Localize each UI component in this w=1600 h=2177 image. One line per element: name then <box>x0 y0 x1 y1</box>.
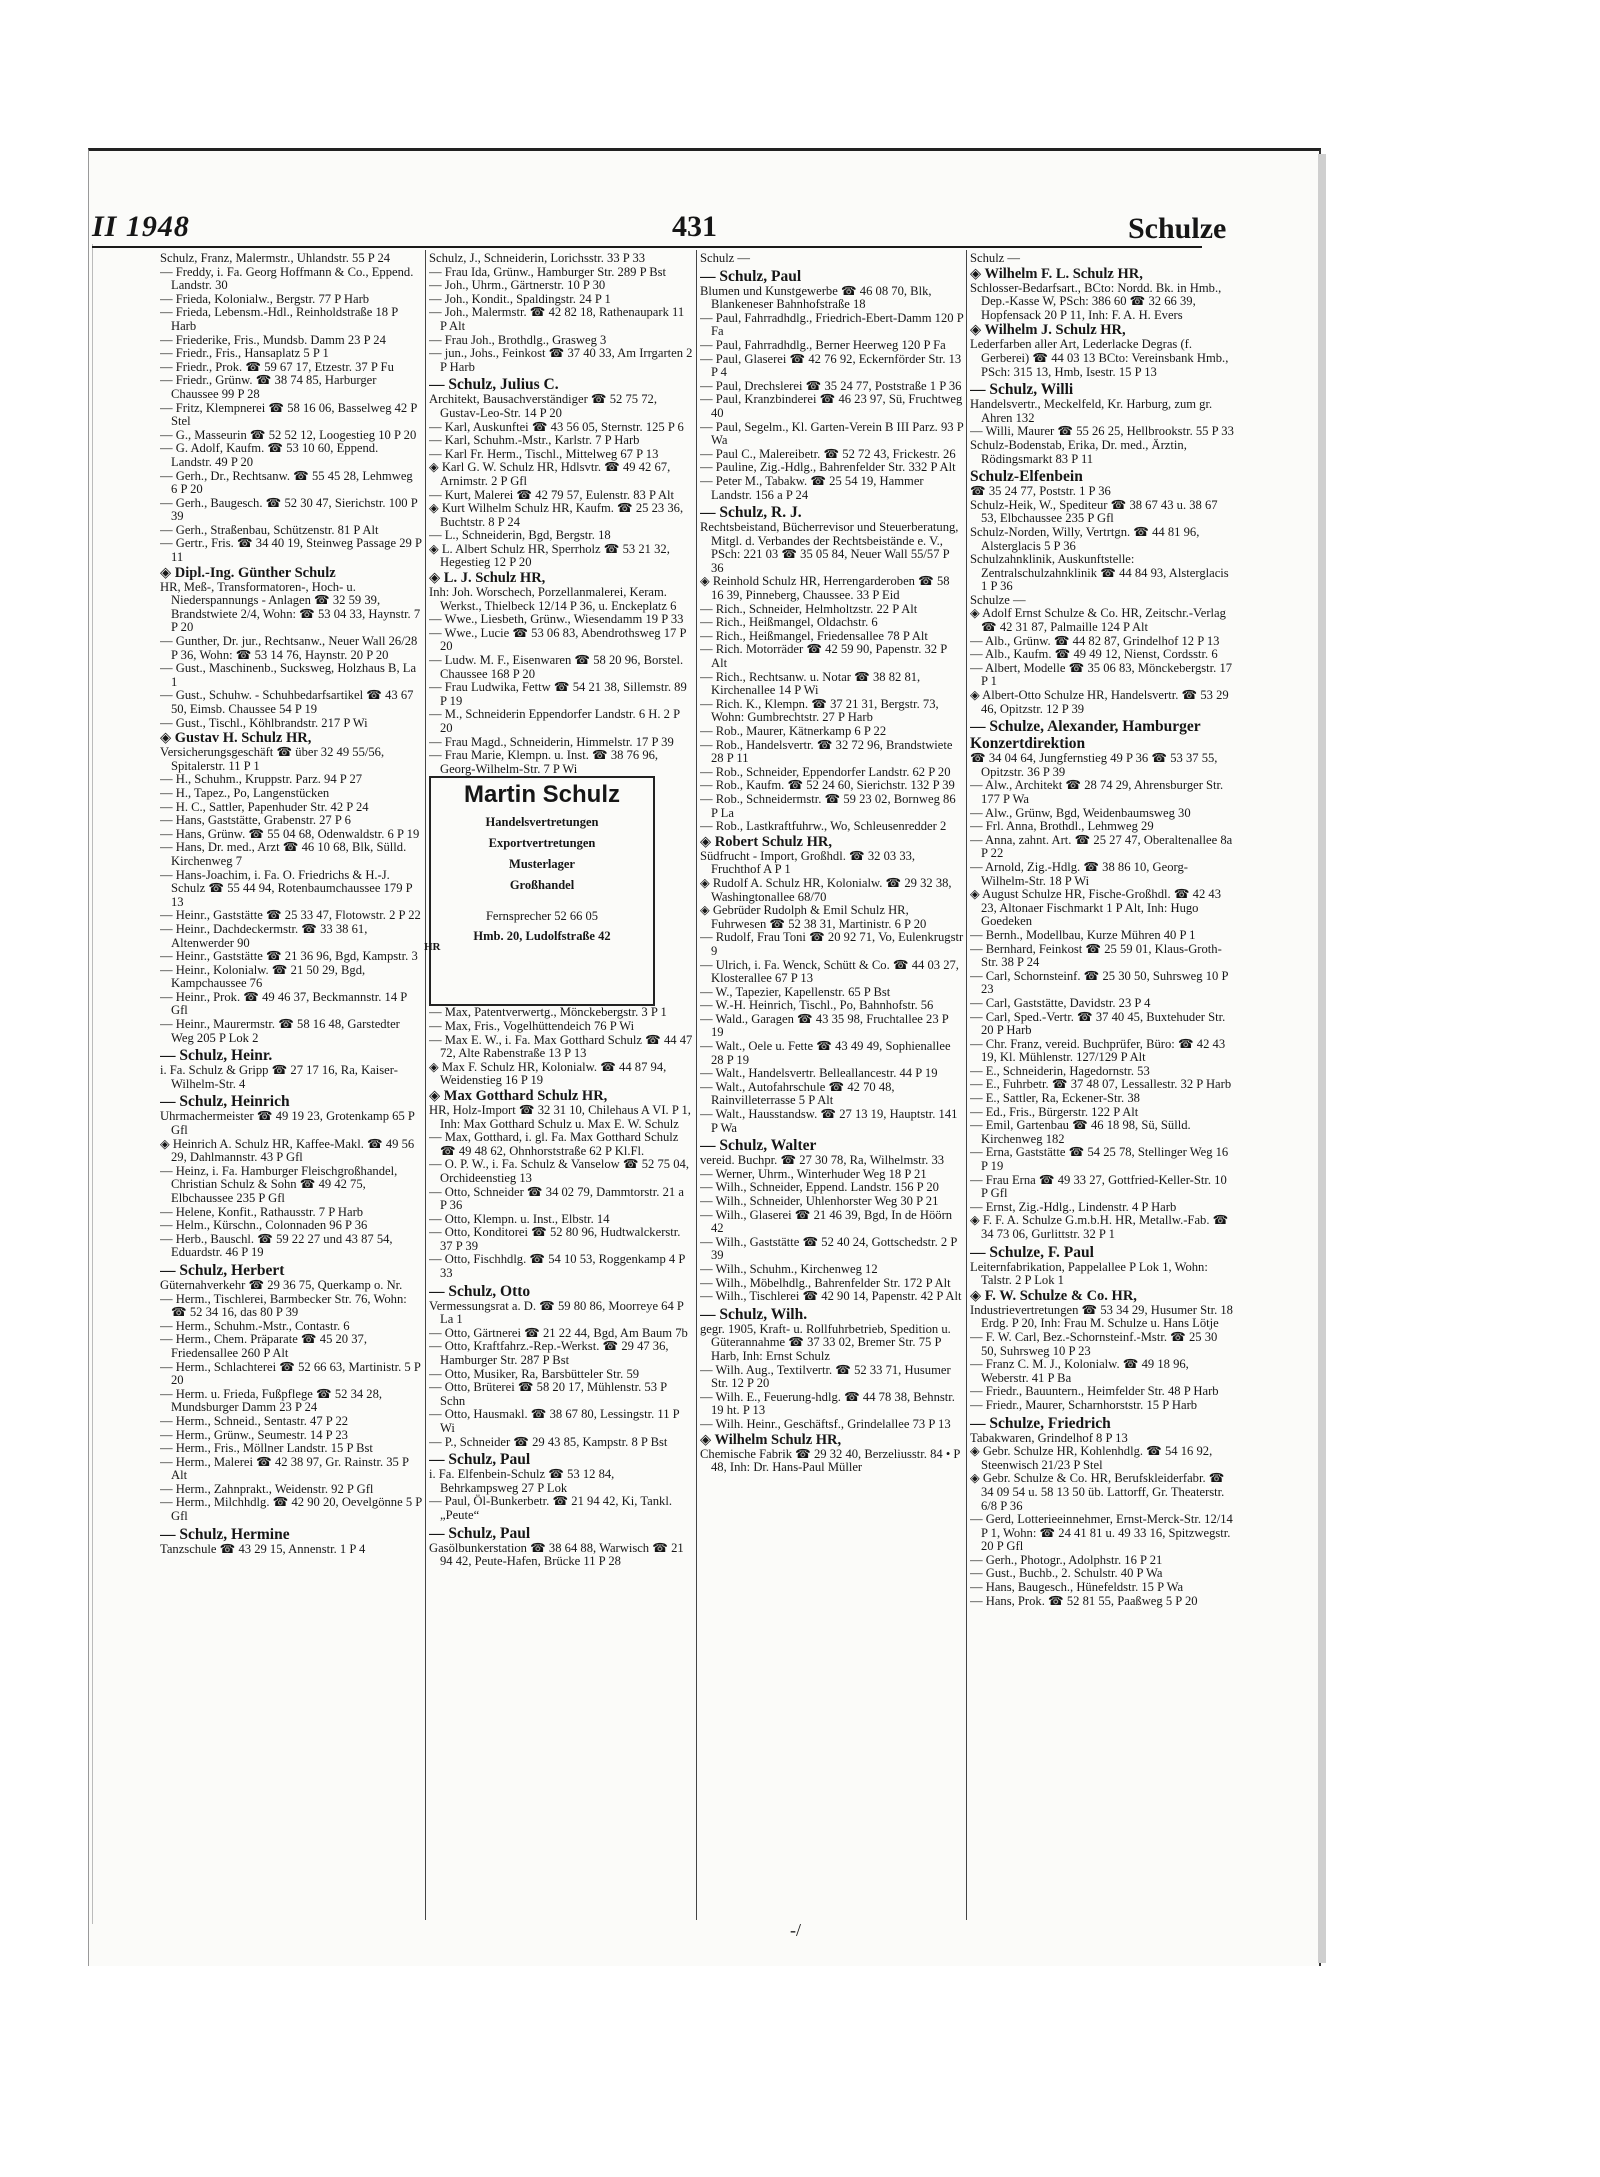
directory-entry: — Wwe., Lucie ☎ 53 06 83, Abendrothsweg 17 P 20 <box>429 625 687 654</box>
directory-entry: Schlosser-Bedarfsart., BCto: Nordd. Bk. in Hmb., Dep.-Kasse W, PSch: 386 60 ☎ 32 66 39, Hopfensack 20 P 11, Inh: F. A. H. Evers <box>970 280 1222 322</box>
directory-heading: — Schulz, Paul <box>429 1524 531 1542</box>
directory-entry: ☎ 35 24 77, Poststr. 1 P 36 <box>970 484 1111 499</box>
directory-heading: ◈ Max Gotthard Schulz HR, <box>429 1087 608 1104</box>
directory-entry: — Heinr., Maurermstr. ☎ 58 16 48, Garstedter Weg 205 P Lok 2 <box>160 1017 400 1045</box>
directory-entry: — Paul, Segelm., Kl. Garten-Verein B III Parz. 93 P Wa <box>700 419 964 448</box>
directory-entry: — Wilh., Schuhm., Kirchenweg 12 <box>700 1261 878 1276</box>
directory-entry: — W.-H. Heinrich, Tischl., Po, Bahnhofstr. 56 <box>700 998 934 1013</box>
directory-entry: Schulz-Heik, W., Spediteur ☎ 38 67 43 u. 38 67 53, Elbchaussee 235 P Gfl <box>970 497 1218 526</box>
directory-entry: ◈ Albert-Otto Schulze HR, Handelsvertr. ☎ 53 29 46, Opitzstr. 12 P 39 <box>970 688 1229 716</box>
directory-entry: Schulz, J., Schneiderin, Lorichsstr. 33 P 33 <box>429 252 646 265</box>
directory-entry: — W., Tapezier, Kapellenstr. 65 P Bst <box>700 984 891 999</box>
column-2 <box>429 252 693 1932</box>
directory-entry: — Rich. Motorräder ☎ 42 59 90, Papenstr. 32 P Alt <box>700 642 947 671</box>
directory-entry: Uhrmachermeister ☎ 49 19 23, Grotenkamp 65 P Gfl <box>160 1109 415 1138</box>
directory-heading: — Schulz, R. J. <box>700 504 802 522</box>
directory-entry: — Paul, Kranzbinderei ☎ 46 23 97, Sü, Fruchtweg 40 <box>700 392 963 420</box>
directory-entry: — Gerh., Baugesch. ☎ 52 30 47, Sierichstr. 100 P 39 <box>160 495 418 524</box>
directory-entry: — Chr. Franz, vereid. Buchprüfer, Büro: ☎ 42 43 19, Kl. Mühlenstr. 127/129 P Alt <box>970 1036 1226 1065</box>
directory-entry: ◈ Max F. Schulz HR, Kolonialw. ☎ 44 87 94, Weidenstieg 16 P 19 <box>429 1059 667 1088</box>
directory-entry: — Herm., Schuhm.-Mstr., Contastr. 6 <box>160 1318 350 1333</box>
directory-entry: Schulz, Franz, Malermstr., Uhlandstr. 55 P 24 <box>160 252 391 265</box>
directory-entry: — Gust., Buchb., 2. Schulstr. 40 P Wa <box>970 1566 1163 1581</box>
directory-entry: — Max, Gotthard, i. gl. Fa. Max Gotthard Schulz ☎ 49 48 62, Ohnhorststraße 62 P Kl.Fl. <box>429 1130 679 1158</box>
directory-entry: — Helm., Kürschn., Colonnaden 96 P 36 <box>160 1218 368 1233</box>
directory-entry: — Otto, Musiker, Ra, Barsbütteler Str. 59 <box>429 1366 640 1381</box>
directory-entry: — Ludw. M. F., Eisenwaren ☎ 58 20 96, Borstel. Chaussee 168 P 20 <box>429 653 684 681</box>
directory-heading: ◈ F. W. Schulze & Co. HR, <box>970 1287 1137 1304</box>
directory-heading: ◈ Dipl.-Ing. Günther Schulz <box>160 564 336 581</box>
directory-entry: — G., Masseurin ☎ 52 52 12, Loogestieg 10 P 20 <box>160 427 417 442</box>
directory-entry: — Frau Ida, Grünw., Hamburger Str. 289 P Bst <box>429 264 667 279</box>
directory-entry: — Alw., Grünw, Bgd, Weidenbaumsweg 30 <box>970 805 1191 820</box>
directory-heading: — Schulz, Walter <box>700 1137 817 1155</box>
directory-entry: — Franz C. M. J., Kolonialw. ☎ 49 18 96, Weberstr. 41 P Ba <box>970 1357 1189 1385</box>
directory-heading: ◈ Robert Schulz HR, <box>700 833 832 850</box>
directory-heading: — Schulz, Julius C. <box>429 376 559 394</box>
directory-entry: — Karl Fr. Herm., Tischl., Mittelweg 67 P 13 <box>429 446 659 461</box>
directory-entry: — Alb., Kaufm. ☎ 49 49 12, Nienst, Cordsstr. 6 <box>970 647 1218 662</box>
directory-entry: — Frieda, Lebensm.-Hdl., Reinholdstraße 18 P Harb <box>160 305 398 333</box>
directory-entry: Handelsvertr., Meckelfeld, Kr. Harburg, zum gr. Ahren 132 <box>970 397 1213 425</box>
directory-entry: — Albert, Modelle ☎ 35 06 83, Mönckebergstr. 17 P 1 <box>970 660 1233 689</box>
directory-entry: — Friedr., Fris., Hansaplatz 5 P 1 <box>160 346 329 361</box>
page-edge-shadow <box>1318 154 1326 1963</box>
directory-heading: ◈ Wilhelm J. Schulz HR, <box>970 322 1126 339</box>
directory-entry: HR, Meß-, Transformatoren-, Hoch- u. Niederspannungs - Anlagen ☎ 32 59 39, Brandstwiete 2/4, Wohn: ☎ 53 04 33, Haynstr. 7 P 20 <box>160 579 421 635</box>
directory-entry: — Freddy, i. Fa. Georg Hoffmann & Co., Eppend. Landstr. 30 <box>160 264 414 293</box>
directory-entry: — Pauline, Zig.-Hdlg., Bahrenfelder Str. 332 P Alt <box>700 460 956 475</box>
directory-entry: — Gerh., Straßenbau, Schützenstr. 81 P Alt <box>160 522 379 537</box>
directory-entry: — Heinr., Gaststätte ☎ 21 36 96, Bgd, Kampstr. 3 <box>160 949 418 964</box>
directory-entry: — Hans, Prok. ☎ 52 81 55, Paaßweg 5 P 20 <box>970 1593 1198 1608</box>
directory-entry: Architekt, Bausachverständiger ☎ 52 75 72, Gustav-Leo-Str. 14 P 20 <box>429 392 657 420</box>
directory-entry: — Herm., Malerei ☎ 42 38 97, Gr. Rainstr. 35 P Alt <box>160 1454 409 1483</box>
directory-heading: Schulz-Elfenbein <box>970 468 1083 486</box>
directory-entry: HR, Holz-Import ☎ 32 31 10, Chilehaus A VI. P 1, Inh: Max Gotthard Schulz u. Max E. W. Schulz <box>429 1102 691 1131</box>
directory-entry: — Gust., Tischl., Köhlbrandstr. 217 P Wi <box>160 715 368 730</box>
directory-entry: — M., Schneiderin Eppendorfer Landstr. 6 H. 2 P 20 <box>429 707 680 735</box>
directory-entry: — Alw., Architekt ☎ 28 74 29, Ahrensburger Str. 177 P Wa <box>970 778 1224 806</box>
directory-entry: — Joh., Malermstr. ☎ 42 82 18, Rathenaupark 11 P Alt <box>429 305 685 333</box>
directory-entry: — Gertr., Fris. ☎ 34 40 19, Steinweg Passage 29 P 11 <box>160 536 422 565</box>
directory-entry: Gasölbunkerstation ☎ 38 64 88, Warwisch ☎ 21 94 42, Peute-Hafen, Brücke 11 P 28 <box>429 1540 684 1569</box>
directory-entry: gegr. 1905, Kraft- u. Rollfuhrbetrieb, Spedition u. Güterannahme ☎ 37 33 02, Bremer Str. 75 P Harb, Inh: Ernst Schulz <box>700 1321 951 1363</box>
directory-entry: — Anna, zahnt. Art. ☎ 25 27 47, Oberaltenallee 8a P 22 <box>970 832 1233 861</box>
directory-entry: — E., Schneiderin, Hagedornstr. 53 <box>970 1063 1150 1078</box>
directory-entry: — Rob., Maurer, Kätnerkamp 6 P 22 <box>700 724 887 738</box>
column-1 <box>160 252 422 1932</box>
directory-entry: — Frieda, Kolonialw., Bergstr. 77 P Harb <box>160 291 370 306</box>
directory-entry: — Fritz, Klempnerei ☎ 58 16 06, Basselweg 42 P Stel <box>160 400 417 429</box>
directory-entry: — Wwe., Liesbeth, Grünw., Wiesendamm 19 P 33 <box>429 612 684 627</box>
directory-entry: — Otto, Fischhdlg. ☎ 54 10 53, Roggenkamp 4 P 33 <box>429 1252 685 1281</box>
column-3 <box>700 252 964 1932</box>
directory-entry: — Gerh., Dr., Rechtsanw. ☎ 55 45 28, Lehmweg 6 P 20 <box>160 468 413 497</box>
directory-entry: — Werner, Uhrm., Winterhuder Weg 18 P 21 <box>700 1166 927 1181</box>
directory-entry: ◈ Kurt Wilhelm Schulz HR, Kaufm. ☎ 25 23 36, Buchtstr. 8 P 24 <box>429 501 684 529</box>
directory-entry: — Herm., Schlachterei ☎ 52 66 63, Martinistr. 5 P 20 <box>160 1359 421 1388</box>
directory-entry: — E., Sattler, Ra, Eckener-Str. 38 <box>970 1091 1140 1106</box>
directory-entry: — Herm., Tischlerei, Barmbecker Str. 76, Wohn: ☎ 52 34 16, das 80 P 39 <box>160 1291 407 1320</box>
directory-entry: — Rob., Handelsvertr. ☎ 32 72 96, Brandstwiete 28 P 11 <box>700 737 953 766</box>
directory-entry: — Rich., Schneider, Helmholtzstr. 22 P Alt <box>700 601 918 616</box>
directory-entry: — Herm., Chem. Präparate ☎ 45 20 37, Friedensallee 260 P Alt <box>160 1332 367 1360</box>
directory-entry: — F. W. Carl, Bez.-Schornsteinf.-Mstr. ☎ 25 30 50, Suhrsweg 10 P 23 <box>970 1329 1218 1358</box>
header-rule <box>92 246 1202 248</box>
directory-entry: Schulz — <box>700 252 751 265</box>
directory-entry: vereid. Buchpr. ☎ 27 30 78, Ra, Wilhelmstr. 33 <box>700 1153 945 1168</box>
ad-phone: Fernsprecher 52 66 05 <box>485 908 599 923</box>
directory-entry: — H. C., Sattler, Papenhuder Str. 42 P 24 <box>160 799 369 814</box>
directory-entry: Schulz-Norden, Willy, Vertrtgn. ☎ 44 81 96, Alsterglacis 5 P 36 <box>970 524 1200 553</box>
directory-entry: — Wald., Garagen ☎ 43 35 98, Fruchtallee 23 P 19 <box>700 1011 949 1040</box>
directory-entry: ◈ Gebr. Schulze & Co. HR, Berufskleiderfabr. ☎ 34 09 54 u. 58 13 50 üb. Lattorff, Gr. Theaterstr. 6/8 P 36 <box>970 1471 1225 1513</box>
directory-entry: — Carl, Schornsteinf. ☎ 25 30 50, Suhrsweg 10 P 23 <box>970 968 1228 997</box>
directory-entry: — Willi, Maurer ☎ 55 26 25, Hellbrookstr. 55 P 33 <box>970 424 1234 439</box>
directory-entry: — Karl, Schuhm.-Mstr., Karlstr. 7 P Harb <box>429 433 640 448</box>
directory-entry: Güternahverkehr ☎ 29 36 75, Querkamp o. Nr. <box>160 1277 403 1292</box>
directory-entry: — Gust., Schuhw. - Schuhbedarfsartikel ☎ 43 67 50, Eimsb. Chaussee 54 P 19 <box>160 688 414 716</box>
directory-entry: — Frl. Anna, Brothdl., Lehmweg 29 <box>970 819 1154 834</box>
directory-entry: — Bernhard, Feinkost ☎ 25 59 01, Klaus-Groth-Str. 38 P 24 <box>970 941 1222 970</box>
directory-heading: ◈ Wilhelm Schulz HR, <box>700 1431 842 1448</box>
header-keyword: Schulze <box>1128 212 1227 245</box>
column-divider <box>696 250 697 1920</box>
scan-margin <box>0 0 1600 138</box>
directory-entry: — Paul, Öl-Bunkerbetr. ☎ 21 94 42, Ki, Tankl. „Peute“ <box>429 1494 672 1522</box>
directory-entry: — Rudolf, Frau Toni ☎ 20 92 71, Vo, Eulenkrugstr 9 <box>700 930 964 958</box>
directory-entry: Chemische Fabrik ☎ 29 32 40, Berzeliusstr. 84 • P 48, Inh: Dr. Hans-Paul Müller <box>700 1446 960 1475</box>
directory-entry: ◈ Adolf Ernst Schulze & Co. HR, Zeitschr.-Verlag ☎ 42 31 87, Palmaille 124 P Alt <box>970 606 1226 635</box>
directory-heading: — Schulze, Alexander, Hamburger Konzertdirektion <box>970 718 1201 753</box>
directory-entry: — Walt., Autofahrschule ☎ 42 70 48, Rainvilleterrasse 5 P Alt <box>700 1079 895 1108</box>
directory-heading: ◈ L. J. Schulz HR, <box>429 570 546 587</box>
directory-entry: — Wilh. E., Feuerung-hdlg. ☎ 44 78 38, Behnstr. 19 ht. P 13 <box>700 1389 955 1418</box>
directory-entry: i. Fa. Elfenbein-Schulz ☎ 53 12 84, Behrkampsweg 27 P Lok <box>429 1467 615 1495</box>
directory-entry: — Karl, Auskunftei ☎ 43 56 05, Sternstr. 125 P 6 <box>429 419 684 434</box>
ad-line: Musterlager <box>509 856 575 871</box>
directory-entry: — O. P. W., i. Fa. Schulz & Vanselow ☎ 52 75 04, Orchideenstieg 13 <box>429 1157 689 1185</box>
directory-entry: — Rob., Schneidermstr. ☎ 59 23 02, Bornweg 86 P La <box>700 791 956 820</box>
directory-entry: — Rob., Schneider, Eppendorfer Landstr. 62 P 20 <box>700 764 951 779</box>
directory-entry: — Gunther, Dr. jur., Rechtsanw., Neuer Wall 26/28 P 36, Wohn: ☎ 53 14 76, Haynstr. 20 P 20 <box>160 634 418 662</box>
directory-entry: — Wilh., Tischlerei ☎ 42 90 14, Papenstr. 42 P Alt <box>700 1289 962 1304</box>
directory-entry: — Paul, Drechslerei ☎ 35 24 77, Poststraße 1 P 36 <box>700 378 962 393</box>
directory-entry: — Rich., Heißmangel, Oldachstr. 6 <box>700 615 878 630</box>
directory-entry: ◈ Heinrich A. Schulz HR, Kaffee-Makl. ☎ 49 56 29, Dahlmannstr. 43 P Gfl <box>160 1136 415 1165</box>
directory-entry: — Wilh., Schneider, Eppend. Landstr. 156 P 20 <box>700 1180 939 1195</box>
column-2-top <box>429 252 693 776</box>
directory-entry: — Hans, Dr. med., Arzt ☎ 46 10 68, Blk, Sülld. Kirchenweg 7 <box>160 840 407 868</box>
directory-entry: Rechtsbeistand, Bücherrevisor und Steuerberatung, Mitgl. d. Verbandes der Rechtsbeistände e. V., PSch: 221 03 ☎ 35 05 84, Neuer Wall 55/57 P 36 <box>700 520 959 575</box>
page-left-edge <box>92 244 93 1924</box>
directory-entry: — Herm., Grünw., Seumestr. 14 P 23 <box>160 1427 348 1442</box>
directory-heading: ◈ Wilhelm F. L. Schulz HR, <box>970 265 1143 282</box>
directory-heading: — Schulz, Paul <box>700 267 802 285</box>
directory-entry: Inh: Joh. Worschech, Porzellanmalerei, Keram. Werkst., Thielbeck 12/14 P 36, u. Enckeplatz 6 <box>429 585 677 613</box>
directory-entry: — Frau Joh., Brothdlg., Grasweg 3 <box>429 332 607 347</box>
column-divider <box>425 250 426 1920</box>
directory-entry: — Wilh., Schneider, Uhlenhorster Weg 30 P 21 <box>700 1194 939 1208</box>
directory-heading: — Schulz, Heinrich <box>160 1093 290 1111</box>
directory-entry: — Walt., Hausstandsw. ☎ 27 13 19, Hauptstr. 141 P Wa <box>700 1107 958 1135</box>
page-number: 431 <box>672 210 717 243</box>
directory-entry: — Wilh., Glaserei ☎ 21 46 39, Bgd, In de Höörn 42 <box>700 1207 953 1236</box>
directory-heading: — Schulze, F. Paul <box>970 1243 1094 1261</box>
directory-entry: — Otto, Brüterei ☎ 58 20 17, Mühlenstr. 53 P Schn <box>429 1380 667 1408</box>
directory-entry: — Joh., Kondit., Spaldingstr. 24 P 1 <box>429 291 611 306</box>
header-year: II 1948 <box>92 210 190 243</box>
directory-entry: — Friedr., Prok. ☎ 59 67 17, Etzestr. 37 P Fu <box>160 359 394 374</box>
directory-entry: Schulze — <box>970 592 1026 607</box>
directory-entry: — Herm., Schneid., Sentastr. 47 P 22 <box>160 1413 349 1428</box>
directory-entry: ◈ Gebrüder Rudolph & Emil Schulz HR, Fuhrwesen ☎ 52 38 31, Martinistr. 6 P 20 <box>700 903 927 931</box>
directory-entry: Industrievertretungen ☎ 53 34 29, Husumer Str. 18 Erdg. P 20, Inh: Frau M. Schulze u. Hans Lötje <box>970 1302 1233 1331</box>
directory-entry: — Otto, Konditorei ☎ 52 80 96, Hudtwalckerstr. 37 P 39 <box>429 1225 681 1253</box>
directory-entry: — Walt., Handelsvertr. Belleallancestr. 44 P 19 <box>700 1066 938 1081</box>
directory-entry: — Paul, Glaserei ☎ 42 76 92, Eckernförder Str. 13 P 4 <box>700 351 962 380</box>
directory-entry: — H., Schuhm., Kruppstr. Parz. 94 P 27 <box>160 772 363 787</box>
directory-entry: — Otto, Hausmakl. ☎ 38 67 80, Lessingstr. 11 P Wi <box>429 1407 680 1435</box>
directory-entry: — Peter M., Tabakw. ☎ 25 54 19, Hammer Landstr. 156 a P 24 <box>700 473 924 502</box>
directory-entry: — Gerh., Photogr., Adolphstr. 16 P 21 <box>970 1552 1163 1567</box>
hr-margin-mark: HR <box>424 941 441 953</box>
directory-entry: — Frau Magd., Schneiderin, Himmelstr. 17 P 39 <box>429 734 674 749</box>
directory-heading: — Schulz, Hermine <box>160 1525 290 1543</box>
directory-entry: — Carl, Gaststätte, Davidstr. 23 P 4 <box>970 995 1151 1010</box>
directory-entry: — Gust., Maschinenb., Sucksweg, Holzhaus B, La 1 <box>160 661 417 689</box>
directory-entry: — Ed., Fris., Bürgerstr. 122 P Alt <box>970 1104 1139 1119</box>
directory-heading: ◈ Gustav H. Schulz HR, <box>160 730 312 747</box>
directory-entry: — Paul, Fahrradhdlg., Friedrich-Ebert-Damm 120 P Fa <box>700 310 964 339</box>
ad-address: Hmb. 20, Ludolfstraße 42 <box>473 928 611 943</box>
directory-entry: — Friedr., Grünw. ☎ 38 74 85, Harburger Chaussee 99 P 28 <box>160 373 377 401</box>
directory-entry: Südfrucht - Import, Großhdl. ☎ 32 03 33, Fruchthof A P 1 <box>700 848 916 877</box>
directory-entry: — Friedr., Bauuntern., Heimfelder Str. 48 P Harb <box>970 1384 1219 1399</box>
directory-entry: — Walt., Oele u. Fette ☎ 43 49 49, Sophienallee 28 P 19 <box>700 1039 951 1067</box>
directory-entry: — Max, Patentverwertg., Mönckebergstr. 3 P 1 <box>429 1005 667 1020</box>
directory-entry: — Heinr., Kolonialw. ☎ 21 50 29, Bgd, Kampchaussee 76 <box>160 962 366 991</box>
advertisement-box <box>429 776 655 1006</box>
directory-heading: — Schulz, Otto <box>429 1282 531 1300</box>
directory-entry: — Carl, Sped.-Vertr. ☎ 37 40 45, Buxtehuder Str. 20 P Harb <box>970 1009 1226 1038</box>
directory-entry: — Frau Erna ☎ 49 33 27, Gottfried-Keller-Str. 10 P Gfl <box>970 1172 1227 1201</box>
directory-entry: — Heinr., Dachdeckermstr. ☎ 33 38 61, Altenwerder 90 <box>160 921 368 950</box>
directory-entry: — Otto, Gärtnerei ☎ 21 22 44, Bgd, Am Baum 7b <box>429 1325 688 1340</box>
column-divider <box>966 250 967 1920</box>
directory-entry: — Wilh., Gaststätte ☎ 52 40 24, Gottschedstr. 2 P 39 <box>700 1234 957 1263</box>
directory-entry: — Herm. u. Frieda, Fußpflege ☎ 52 34 28, Mundsburger Damm 23 P 24 <box>160 1386 383 1415</box>
directory-entry: — Rob., Kaufm. ☎ 52 24 60, Sierichstr. 132 P 39 <box>700 778 955 793</box>
directory-entry: — Erna, Gaststätte ☎ 54 25 78, Stellinger Weg 16 P 19 <box>970 1145 1229 1174</box>
directory-entry: Versicherungsgeschäft ☎ über 32 49 55/56, Spitalerstr. 11 P 1 <box>160 745 385 773</box>
directory-entry: — Friedr., Maurer, Scharnhorststr. 15 P Harb <box>970 1397 1198 1412</box>
ad-line: Exportvertretungen <box>488 835 596 850</box>
directory-entry: ◈ F. F. A. Schulze G.m.b.H. HR, Metallw.-Fab. ☎ 34 73 06, Gurlittstr. 32 P 1 <box>970 1213 1229 1241</box>
directory-entry: Schulz — <box>970 252 1021 265</box>
directory-entry: — Paul, Fahrradhdlg., Berner Heerweg 120 P Fa <box>700 337 946 352</box>
directory-entry: — Ernst, Zig.-Hdlg., Lindenstr. 4 P Harb <box>970 1199 1177 1214</box>
directory-entry: ◈ Reinhold Schulz HR, Herrengarderoben ☎ 58 16 39, Pinneberg, Chaussee. 33 P Eid <box>700 574 950 603</box>
directory-entry: — P., Schneider ☎ 29 43 85, Kampstr. 8 P Bst <box>429 1434 668 1449</box>
directory-entry: Tanzschule ☎ 43 29 15, Annenstr. 1 P 4 <box>160 1541 366 1556</box>
directory-entry: — G. Adolf, Kaufm. ☎ 53 10 60, Eppend. Landstr. 49 P 20 <box>160 441 379 469</box>
directory-entry: — Frau Ludwika, Fettw ☎ 54 21 38, Sillemstr. 89 P 19 <box>429 680 687 708</box>
directory-entry: ◈ Karl G. W. Schulz HR, Hdlsvtr. ☎ 49 42 67, Arnimstr. 2 P Gfl <box>429 460 671 488</box>
directory-entry: — Hans, Grünw. ☎ 55 04 68, Odenwaldstr. 6 P 19 <box>160 826 420 841</box>
directory-entry: — Hans, Baugesch., Hünefeldstr. 15 P Wa <box>970 1580 1184 1595</box>
directory-entry: — Otto, Schneider ☎ 34 02 79, Dammtorstr. 21 a P 36 <box>429 1184 684 1213</box>
directory-entry: — Emil, Gartenbau ☎ 46 18 98, Sü, Sülld. Kirchenweg 182 <box>970 1118 1191 1146</box>
directory-entry: — Rob., Lastkraftfuhrw., Wo, Schleusenredder 2 <box>700 819 947 834</box>
bottom-mark: -/ <box>790 1920 801 1940</box>
directory-entry: — Frau Marie, Klempn. u. Inst. ☎ 38 76 96, Georg-Wilhelm-Str. 7 P Wi <box>429 748 659 776</box>
directory-entry: — Heinz, i. Fa. Hamburger Fleischgroßhandel, Christian Schulz & Sohn ☎ 49 42 75, Elbchaussee 235 P Gfl <box>160 1163 398 1205</box>
directory-entry: — Heinr., Gaststätte ☎ 25 33 47, Flotowstr. 2 P 22 <box>160 908 421 923</box>
directory-entry: Lederfarben aller Art, Lederlacke Degras (f. Gerberei) ☎ 44 03 13 BCto: Vereinsbank Hmb., PSch: 315 13, Hmb, Isestr. 15 P 13 <box>970 337 1229 379</box>
directory-entry: — Otto, Kraftfahrz.-Rep.-Werkst. ☎ 29 47 36, Hamburger Str. 287 P Bst <box>429 1339 669 1368</box>
directory-entry: — Friederike, Fris., Mundsb. Damm 23 P 24 <box>160 332 386 347</box>
directory-entry: — Paul C., Malereibetr. ☎ 52 72 43, Frickestr. 26 <box>700 446 956 461</box>
column-2-bottom <box>429 1006 693 1568</box>
directory-entry: Blumen und Kunstgewerbe ☎ 46 08 70, Blk, Blankeneser Bahnhofstraße 18 <box>700 283 932 312</box>
directory-entry: — Herb., Bauschl. ☎ 59 22 27 und 43 87 54, Eduardstr. 46 P 19 <box>160 1231 393 1260</box>
directory-entry: — Joh., Uhrm., Gärtnerstr. 10 P 30 <box>429 278 606 293</box>
directory-entry: — Herm., Milchhdlg. ☎ 42 90 20, Oevelgönne 5 P Gfl <box>160 1495 422 1524</box>
directory-entry: — Rich., Rechtsanw. u. Notar ☎ 38 82 81, Kirchenallee 14 P Wi <box>700 669 921 698</box>
directory-entry: — Wilh. Heinr., Geschäftsf., Grindelallee 73 P 13 <box>700 1416 951 1431</box>
directory-entry: Vermessungsrat a. D. ☎ 59 80 86, Moorreye 64 P La 1 <box>429 1298 684 1327</box>
directory-entry: — Alb., Grünw. ☎ 44 82 87, Grindelhof 12 P 13 <box>970 633 1220 648</box>
directory-entry: Schulzahnklinik, Auskunftstelle: Zentralschulzahnklinik ☎ 44 84 93, Alsterglacis 1 P 36 <box>970 552 1229 594</box>
directory-entry: ◈ August Schulze HR, Fische-Großhdl. ☎ 42 43 23, Altonaer Fischmarkt 1 P Alt, Inh: Hugo Goedeken <box>970 887 1221 929</box>
ad-line: Großhandel <box>509 877 575 892</box>
column-4 <box>970 252 1234 1932</box>
directory-entry: — Wilh., Möbelhdlg., Bahrenfelder Str. 172 P Alt <box>700 1275 951 1290</box>
directory-entry: Schulz-Bodenstab, Erika, Dr. med., Ärztin, Rödingsmarkt 83 P 11 <box>970 437 1187 466</box>
directory-heading: — Schulz, Paul <box>429 1451 531 1469</box>
directory-entry: — Gerd, Lotterieeinnehmer, Ernst-Merck-Str. 12/14 P 1, Wohn: ☎ 24 41 81 u. 49 33 16, Spitzwegstr. 20 P Gfl <box>970 1512 1233 1554</box>
directory-entry: — Herm., Fris., Möllner Landstr. 15 P Bst <box>160 1441 373 1456</box>
directory-entry: — E., Fuhrbetr. ☎ 37 48 07, Lessallestr. 32 P Harb <box>970 1077 1232 1092</box>
directory-entry: — Wilh. Aug., Textilvertr. ☎ 52 33 71, Husumer Str. 12 P 20 <box>700 1362 951 1391</box>
directory-entry: — Otto, Klempn. u. Inst., Elbstr. 14 <box>429 1211 610 1226</box>
directory-heading: — Schulz, Heinr. <box>160 1047 273 1065</box>
directory-heading: — Schulze, Friedrich <box>970 1414 1111 1432</box>
ad-line: Handelsvertretungen <box>485 814 599 829</box>
ad-title: Martin Schulz <box>463 781 620 809</box>
directory-entry: — Rich., Heißmangel, Friedensallee 78 P Alt <box>700 628 928 643</box>
directory-entry: — Heinr., Prok. ☎ 49 46 37, Beckmannstr. 14 P Gfl <box>160 989 407 1018</box>
directory-heading: — Schulz, Herbert <box>160 1261 285 1279</box>
directory-entry: ◈ Rudolf A. Schulz HR, Kolonialw. ☎ 29 32 38, Washingtonallee 68/70 <box>700 875 952 904</box>
directory-entry: ◈ L. Albert Schulz HR, Sperrholz ☎ 53 21 32, Hegestieg 12 P 20 <box>429 541 670 570</box>
directory-entry: — H., Tapez., Po, Langenstücken <box>160 785 330 800</box>
directory-entry: — Bernh., Modellbau, Kurze Mühren 40 P 1 <box>970 927 1196 942</box>
directory-heading: — Schulz, Willi <box>970 381 1074 399</box>
directory-entry: — Hans-Joachim, i. Fa. O. Friedrichs & H.-J. Schulz ☎ 55 44 94, Rotenbaumchaussee 179 P 13 <box>160 867 413 909</box>
directory-entry: Tabakwaren, Grindelhof 8 P 13 <box>970 1430 1128 1445</box>
directory-heading: — Schulz, Wilh. <box>700 1305 808 1323</box>
directory-entry: — Max E. W., i. Fa. Max Gotthard Schulz ☎ 44 47 72, Alte Rabenstraße 13 P 13 <box>429 1032 693 1061</box>
directory-entry: — Herm., Zahnprakt., Weidenstr. 92 P Gfl <box>160 1481 374 1496</box>
directory-entry: — Rich. K., Klempn. ☎ 37 21 31, Bergstr. 73, Wohn: Gumbrechtstr. 27 P Harb <box>700 696 939 725</box>
directory-entry: — Ulrich, i. Fa. Wenck, Schütt & Co. ☎ 44 03 27, Klosterallee 67 P 13 <box>700 957 959 986</box>
directory-entry: — L., Schneiderin, Bgd, Bergstr. 18 <box>429 528 611 543</box>
directory-entry: ◈ Gebr. Schulze HR, Kohlenhdlg. ☎ 54 16 92, Steenwisch 21/23 P Stel <box>970 1444 1213 1472</box>
directory-entry: — jun., Johs., Feinkost ☎ 37 40 33, Am Irrgarten 2 P Harb <box>429 346 693 374</box>
directory-entry: — Helene, Konfit., Rathausstr. 7 P Harb <box>160 1204 364 1219</box>
directory-entry: — Max, Fris., Vogelhüttendeich 76 P Wi <box>429 1018 635 1033</box>
directory-entry: — Kurt, Malerei ☎ 42 79 57, Eulenstr. 83 P Alt <box>429 487 675 502</box>
directory-entry: ☎ 34 04 64, Jungfernstieg 49 P 36 ☎ 53 37 55, Opitzstr. 36 P 39 <box>970 751 1218 779</box>
directory-entry: i. Fa. Schulz & Gripp ☎ 27 17 16, Ra, Kaiser-Wilhelm-Str. 4 <box>160 1063 398 1091</box>
directory-entry: — Hans, Gaststätte, Grabenstr. 27 P 6 <box>160 813 351 828</box>
directory-entry: — Arnold, Zig.-Hdlg. ☎ 38 86 10, Georg-Wilhelm-Str. 18 P Wi <box>970 859 1188 888</box>
directory-entry: Leiternfabrikation, Pappelallee P Lok 1, Wohn: Talstr. 2 P Lok 1 <box>970 1259 1208 1288</box>
